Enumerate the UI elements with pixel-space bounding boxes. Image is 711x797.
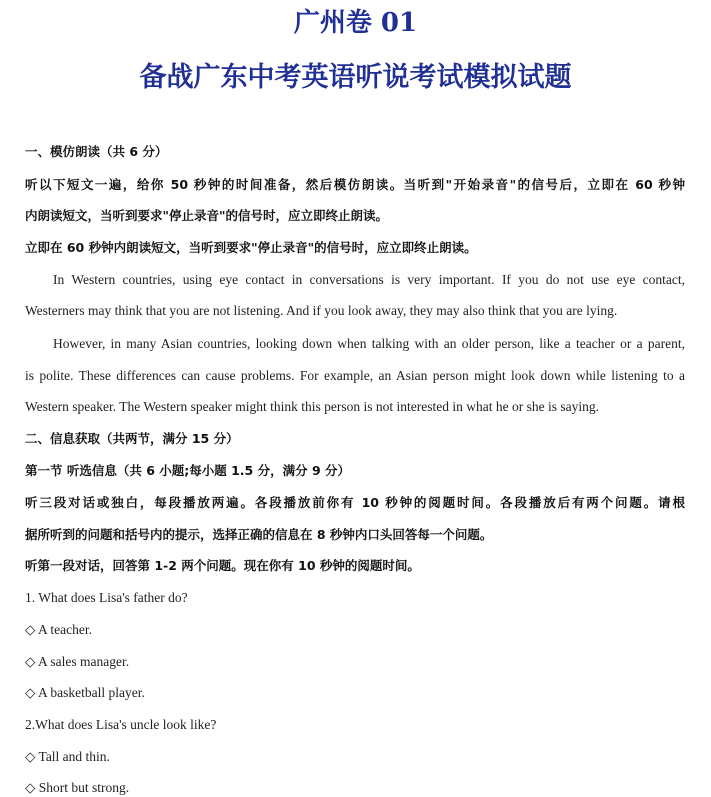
passage-line: Western speaker. The Western speaker might think this person is not interested in what he or she is saying. <box>25 399 599 414</box>
section2-instruction-line2: 据所听到的问题和括号内的提示，选择正确的信息在 8 秒钟内口头回答每一个问题。 <box>25 527 493 542</box>
question-2: 2.What does Lisa's uncle look like? <box>25 717 217 732</box>
section1-instruction-line2: 内朗读短文，当听到要求"停止录音"的信号时，应立即终止朗读。 <box>25 208 389 223</box>
question-2-option-b: ◇ Short but strong. <box>25 780 130 795</box>
dialogue1-intro: 听第一段对话，回答第 1-2 两个问题。现在你有 10 秒钟的阅题时间。 <box>25 558 420 573</box>
question-1: 1. What does Lisa's father do? <box>25 590 188 605</box>
section2-instruction-line1: 听三段对话或独白，每段播放两遍。各段播放前你有 10 秒钟的阅题时间。各段播放后有两个问题。请根 <box>25 495 685 510</box>
page-subtitle: 备战广东中考英语听说考试模拟试题 <box>139 62 572 93</box>
question-2-option-a: ◇ Tall and thin. <box>25 749 110 764</box>
section1-heading: 一、模仿朗读（共 6 分） <box>25 144 168 159</box>
question-1-option-b: ◇ A sales manager. <box>25 654 130 669</box>
question-1-option-c: ◇ A basketball player. <box>25 685 145 700</box>
page-title: 广州卷 01 <box>293 8 418 38</box>
section2-heading: 二、信息获取（共两节，满分 15 分） <box>25 431 239 446</box>
section1-instruction-line3: 立即在 60 秒钟内朗读短文，当听到要求"停止录音"的信号时，应立即终止朗读。 <box>25 240 477 255</box>
passage-line: is polite. These differences can cause problems. For example, an Asian person might look down while listening to a <box>25 368 685 383</box>
part1-heading: 第一节 听选信息（共 6 小题;每小题 1.5 分，满分 9 分） <box>25 463 351 478</box>
passage-line: In Western countries, using eye contact in conversations is very important. If you do not use eye contact, <box>53 272 685 287</box>
section1-instruction-line1: 听以下短文一遍，给你 50 秒钟的时间准备，然后模仿朗读。当听到"开始录音"的信号后，立即在 60 秒钟 <box>25 177 685 192</box>
passage-line: Westerners may think that you are not listening. And if you look away, they may also think that you are lying. <box>25 303 618 318</box>
question-1-option-a: ◇ A teacher. <box>25 622 92 637</box>
passage-line: However, in many Asian countries, looking down when talking with an older person, like a teacher or a parent, <box>53 336 685 351</box>
